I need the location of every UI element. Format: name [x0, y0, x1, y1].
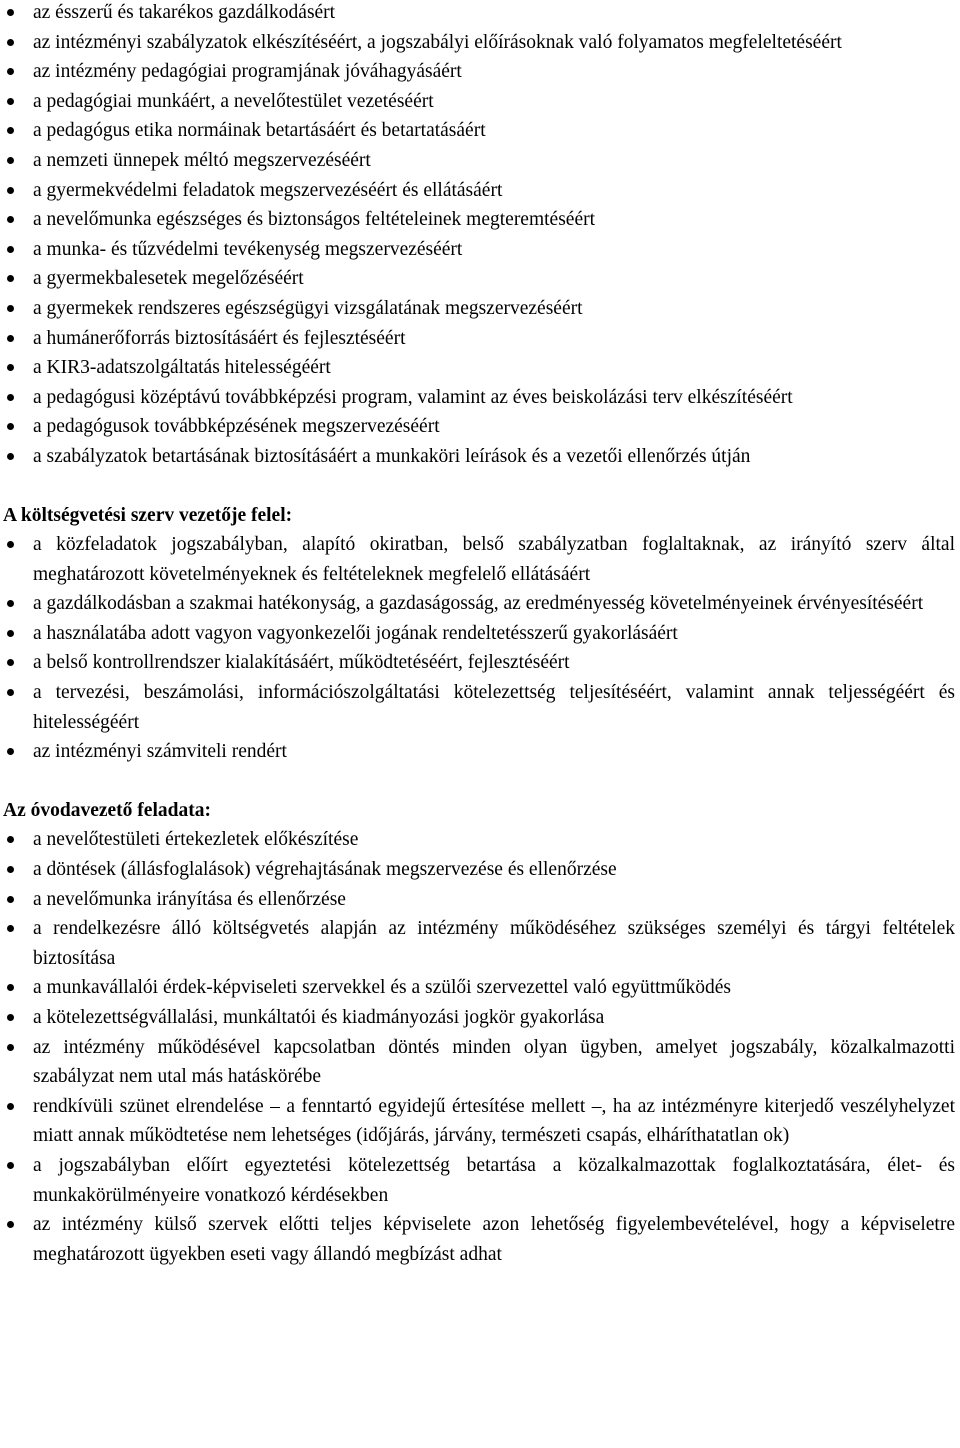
- bullet-icon: [7, 216, 14, 223]
- list-item: [0, 383, 955, 413]
- list-item-text: a munka- és tűzvédelmi tevékenység megszervezéséért: [33, 238, 463, 260]
- list-item-text: a kötelezettségvállalási, munkáltatói és kiadmányozási jogkör gyakorlása: [33, 1007, 605, 1028]
- list-item: [0, 648, 955, 678]
- list-item: [0, 235, 955, 265]
- list-item: [0, 264, 955, 294]
- bullet-icon: [7, 689, 14, 696]
- list-item-text: a belső kontrollrendszer kialakításáért, működtetéséért, fejlesztéséért: [33, 652, 570, 674]
- list-item-text: a pedagógiai munkáért, a nevelőtestület vezetéséért: [33, 90, 434, 112]
- bullet-icon: [7, 896, 14, 903]
- list-item: [0, 619, 955, 649]
- bullet-icon: [7, 1162, 14, 1169]
- list-item: [0, 1210, 955, 1269]
- list-item: [0, 324, 955, 354]
- list-item: [0, 1033, 955, 1092]
- bullet-icon: [7, 541, 14, 548]
- bullet-icon: [7, 836, 14, 843]
- bullet-icon: [7, 127, 14, 134]
- bullet-icon: [7, 68, 14, 75]
- bullet-icon: [7, 157, 14, 164]
- list-item-text: a nevelőtestületi értekezletek előkészítése: [33, 829, 359, 851]
- list-item: [0, 1092, 955, 1151]
- section-heading-director-tasks: Az óvodavezető feladata:: [3, 799, 211, 821]
- director-task-list: [0, 825, 955, 1269]
- bullet-icon: [7, 659, 14, 666]
- list-item-text: az intézmény működésével kapcsolatban döntés minden olyan ügyben, amelyet jogszabály, közalkalmazotti szabályzat nem utal más hatáskörébe: [33, 1036, 955, 1088]
- section-heading-budget-head: A költségvetési szerv vezetője felel:: [3, 504, 293, 526]
- bullet-icon: [7, 39, 14, 46]
- list-item: [0, 116, 955, 146]
- bullet-icon: [7, 275, 14, 282]
- list-item: [0, 57, 955, 87]
- bullet-icon: [7, 748, 14, 755]
- list-item-text: a gyermekvédelmi feladatok megszervezéséért és ellátásáért: [33, 179, 503, 201]
- list-item-text: a jogszabályban előírt egyeztetési kötelezettség betartása a közalkalmazottak foglalkoztatására, élet- és munkakörülményeire vonatkozó kérdésekben: [33, 1154, 955, 1206]
- bullet-icon: [7, 453, 14, 460]
- list-item-text: a pedagógusok továbbképzésének megszervezéséért: [33, 416, 440, 438]
- list-item-text: a pedagógus etika normáinak betartásáért és betartatásáért: [33, 120, 486, 142]
- list-item: [0, 825, 955, 855]
- list-item-text: az ésszerű és takarékos gazdálkodásért: [33, 2, 336, 23]
- list-item-text: a közfeladatok jogszabályban, alapító okiratban, belső szabályzatban foglaltaknak, az irányító szerv által meghatározott követelményeknek és feltételeknek megfelelő ellátásáért: [33, 534, 955, 585]
- bullet-icon: [7, 984, 14, 991]
- bullet-icon: [7, 394, 14, 401]
- list-item: [0, 146, 955, 176]
- bullet-icon: [7, 866, 14, 873]
- bullet-icon: [7, 1221, 14, 1228]
- list-item: [0, 589, 955, 619]
- list-item: [0, 678, 955, 737]
- budget-head-list: [0, 530, 955, 767]
- list-item: [0, 353, 955, 383]
- list-item: [0, 0, 955, 28]
- list-item-text: a nemzeti ünnepek méltó megszervezéséért: [33, 149, 371, 171]
- list-item-text: a humánerőforrás biztosításáért és fejlesztéséért: [33, 327, 406, 349]
- bullet-icon: [7, 925, 14, 932]
- list-item-text: a nevelőmunka irányítása és ellenőrzése: [33, 888, 346, 910]
- list-item: [0, 1151, 955, 1210]
- list-item-text: a szabályzatok betartásának biztosításáért a munkaköri leírások és a vezetői ellenőrzés útján: [33, 445, 751, 467]
- bullet-icon: [7, 630, 14, 637]
- bullet-icon: [7, 364, 14, 371]
- list-item: [0, 737, 955, 767]
- list-item-text: az intézmény külső szervek előtti teljes képviselete azon lehetőség figyelembevételével, hogy a képviseletre meghatározott ügyekben eseti vagy állandó megbízást adhat: [33, 1214, 955, 1265]
- list-item: [0, 442, 955, 472]
- list-item: [0, 885, 955, 915]
- section-spacer: [0, 472, 955, 501]
- bullet-icon: [7, 246, 14, 253]
- list-item-text: az intézményi számviteli rendért: [33, 741, 287, 763]
- list-item: [0, 294, 955, 324]
- list-item: [0, 1003, 955, 1033]
- list-item: [0, 205, 955, 235]
- list-item-text: a döntések (állásfoglalások) végrehajtásának megszervezése és ellenőrzése: [33, 859, 617, 881]
- list-item: [0, 176, 955, 206]
- bullet-icon: [7, 305, 14, 312]
- bullet-icon: [7, 335, 14, 342]
- list-item-text: a nevelőmunka egészséges és biztonságos feltételeinek megteremtéséért: [33, 209, 596, 231]
- responsibility-list: [0, 0, 955, 472]
- bullet-icon: [7, 600, 14, 607]
- list-item-text: a pedagógusi középtávú továbbképzési program, valamint az éves beiskolázási terv elkészítéséért: [33, 386, 793, 408]
- list-item-text: a gyermekek rendszeres egészségügyi vizsgálatának megszervezéséért: [33, 297, 583, 319]
- list-item-text: a gazdálkodásban a szakmai hatékonyság, a gazdaságosság, az eredményesség követelményeinek érvényesítéséért: [33, 593, 924, 615]
- bullet-icon: [7, 423, 14, 430]
- list-item: [0, 914, 955, 973]
- list-item-text: a rendelkezésre álló költségvetés alapján az intézmény működéséhez szükséges személyi és tárgyi feltételek biztosítása: [33, 918, 955, 969]
- list-item-text: az intézmény pedagógiai programjának jóváhagyásáért: [33, 61, 462, 83]
- bullet-icon: [7, 98, 14, 105]
- list-item: [0, 530, 955, 589]
- section-spacer: [0, 767, 955, 796]
- list-item-text: a gyermekbalesetek megelőzéséért: [33, 268, 304, 290]
- list-item: [0, 28, 955, 58]
- list-item: [0, 412, 955, 442]
- bullet-icon: [7, 1044, 14, 1051]
- list-item-text: a KIR3-adatszolgáltatás hitelességéért: [33, 357, 331, 379]
- bullet-icon: [7, 1014, 14, 1021]
- list-item-text: rendkívüli szünet elrendelése – a fenntartó egyidejű értesítése mellett –, ha az intézményre kiterjedő veszélyhelyzet miatt annak működtetése nem lehetséges (időjárás, járvány, természeti csapás, elháríthatatlan ok): [33, 1095, 955, 1147]
- bullet-icon: [7, 187, 14, 194]
- list-item: [0, 87, 955, 117]
- list-item-text: a tervezési, beszámolási, információszolgáltatási kötelezettség teljesítéséért, valamint annak teljességéért és hitelességéért: [33, 682, 955, 733]
- bullet-icon: [7, 1103, 14, 1110]
- bullet-icon: [7, 9, 14, 16]
- list-item: [0, 973, 955, 1003]
- list-item: [0, 855, 955, 885]
- list-item-text: a használatába adott vagyon vagyonkezelői jogának rendeltetésszerű gyakorlásáért: [33, 622, 678, 644]
- list-item-text: a munkavállalói érdek-képviseleti szervekkel és a szülői szervezettel való együttműködés: [33, 977, 731, 999]
- list-item-text: az intézményi szabályzatok elkészítéséért, a jogszabályi előírásoknak való folyamatos megfeleltetéséért: [33, 31, 842, 53]
